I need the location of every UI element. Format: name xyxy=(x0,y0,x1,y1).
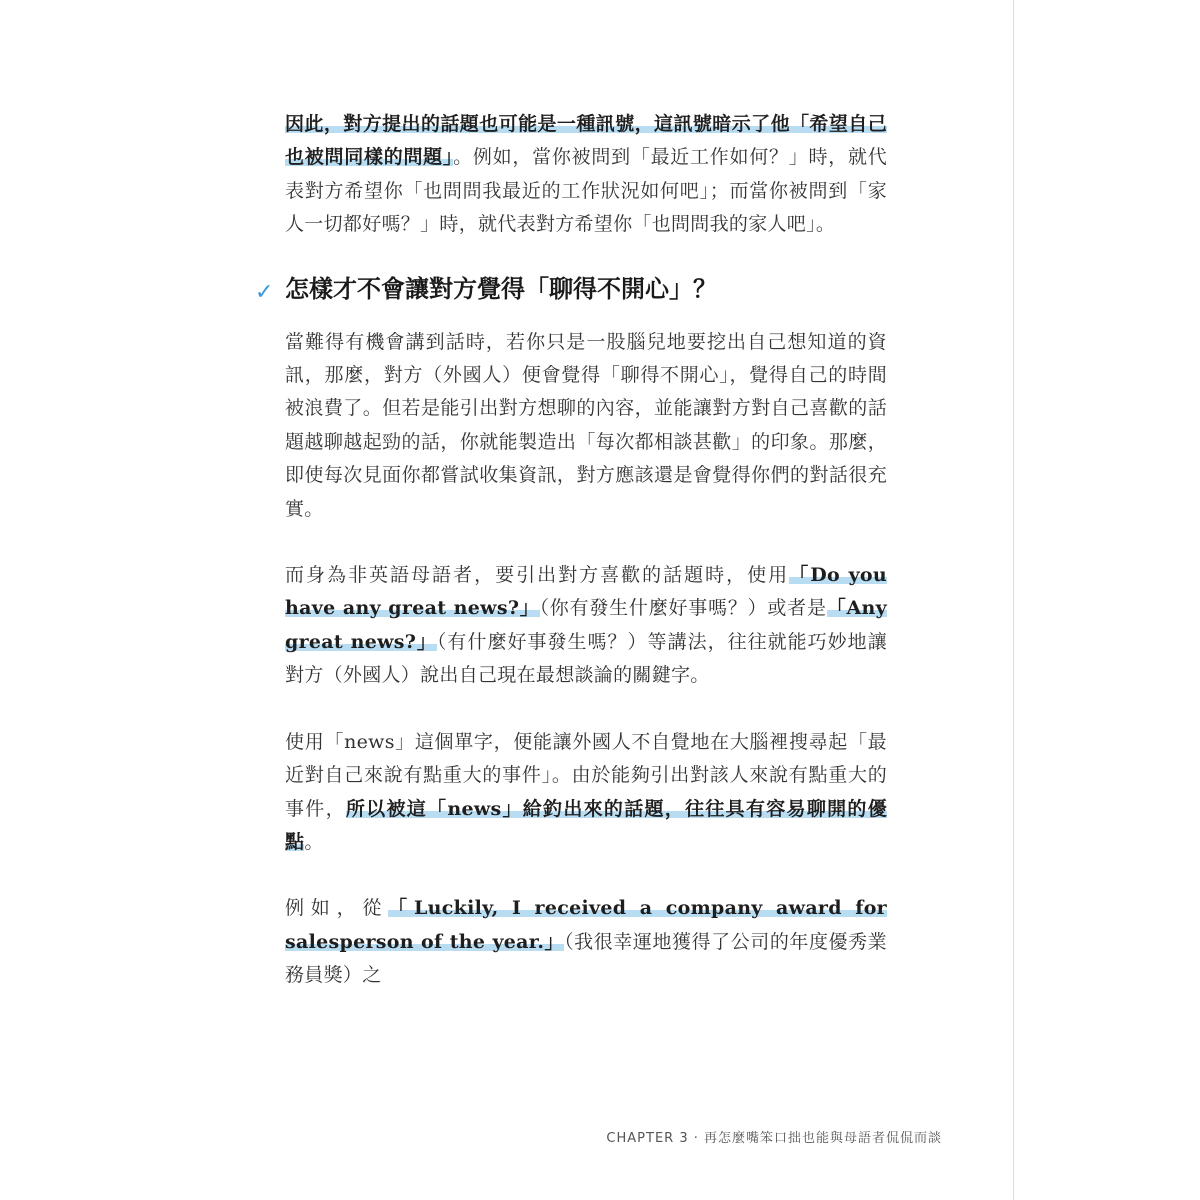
page-content xyxy=(255,108,888,993)
section-heading xyxy=(255,272,887,306)
paragraph-3 xyxy=(285,559,887,693)
highlight-text: 「Any great news?」 xyxy=(285,597,888,653)
paragraph-text: 使用「news」這個單字，便能讓外國人不自覺地在大腦裡搜尋起「最近對自己來說有點重大的事件」。由於能夠引出對該人來說有點重大的事件， xyxy=(285,730,887,820)
paragraph-4 xyxy=(285,726,887,860)
paragraph-text: （有什麼好事發生嗎？）等講法，往往就能巧妙地讓對方（外國人）說出自己現在最想談論的關鍵字。 xyxy=(285,630,887,687)
paragraph-text: （你有發生什麼好事嗎？）或者是 xyxy=(539,597,827,620)
highlight-text: 因此，對方提出的話題也可能是一種訊號，這訊號暗示了他「希望自己也被問同樣的問題」 xyxy=(285,113,887,169)
paragraph-2: 當難得有機會講到話時，若你只是一股腦兒地要挖出自己想知道的資訊，那麼，對方（外國人）便會覺得「聊得不開心」，覺得自己的時間被浪費了。但若是能引出對方想聊的內容，並能讓對方對自己喜歡的話題越聊越起勁的話，你就能製造出「每次都相談甚歡」的印象。那麼，即使每次見面你都嘗試收集資訊，對方應該還是會覺得你們的對話很充實。 xyxy=(285,330,887,520)
paragraph-text: （我很幸運地獲得了公司的年度優秀業務員獎）之 xyxy=(285,930,887,987)
paragraph-text: 而身為非英語母語者，要引出對方喜歡的話題時，使用 xyxy=(285,564,790,587)
highlight-text: 所以被這「news」給釣出來的話題，往往具有容易聊開的優點 xyxy=(285,797,887,853)
paragraph-text: 。例如，當你被問到「最近工作如何？」時，就代表對方希望你「也問問我最近的工作狀況如何吧」；而當你被問到「家人一切都好嗎？」時，就代表對方希望你「也問問我的家人吧」。 xyxy=(285,146,888,236)
running-footer: CHAPTER 3 · 再怎麼嘴笨口拙也能與母語者侃侃而談 xyxy=(606,1131,942,1146)
paragraph-text: 例如，從 xyxy=(285,897,389,920)
paragraph-text: 。 xyxy=(304,830,324,853)
paragraph-5 xyxy=(285,892,887,992)
section-heading-text: 怎樣才不會讓對方覺得「聊得不開心」？ xyxy=(285,274,717,303)
check-icon: ✓ xyxy=(255,279,274,305)
highlight-text: 「Luckily, I received a company award for salesperson of the year.」 xyxy=(285,897,887,953)
paragraph-1 xyxy=(285,108,887,242)
highlight-text: 「Do you have any great news?」 xyxy=(285,564,887,620)
page-edge-divider xyxy=(1013,0,1014,1200)
